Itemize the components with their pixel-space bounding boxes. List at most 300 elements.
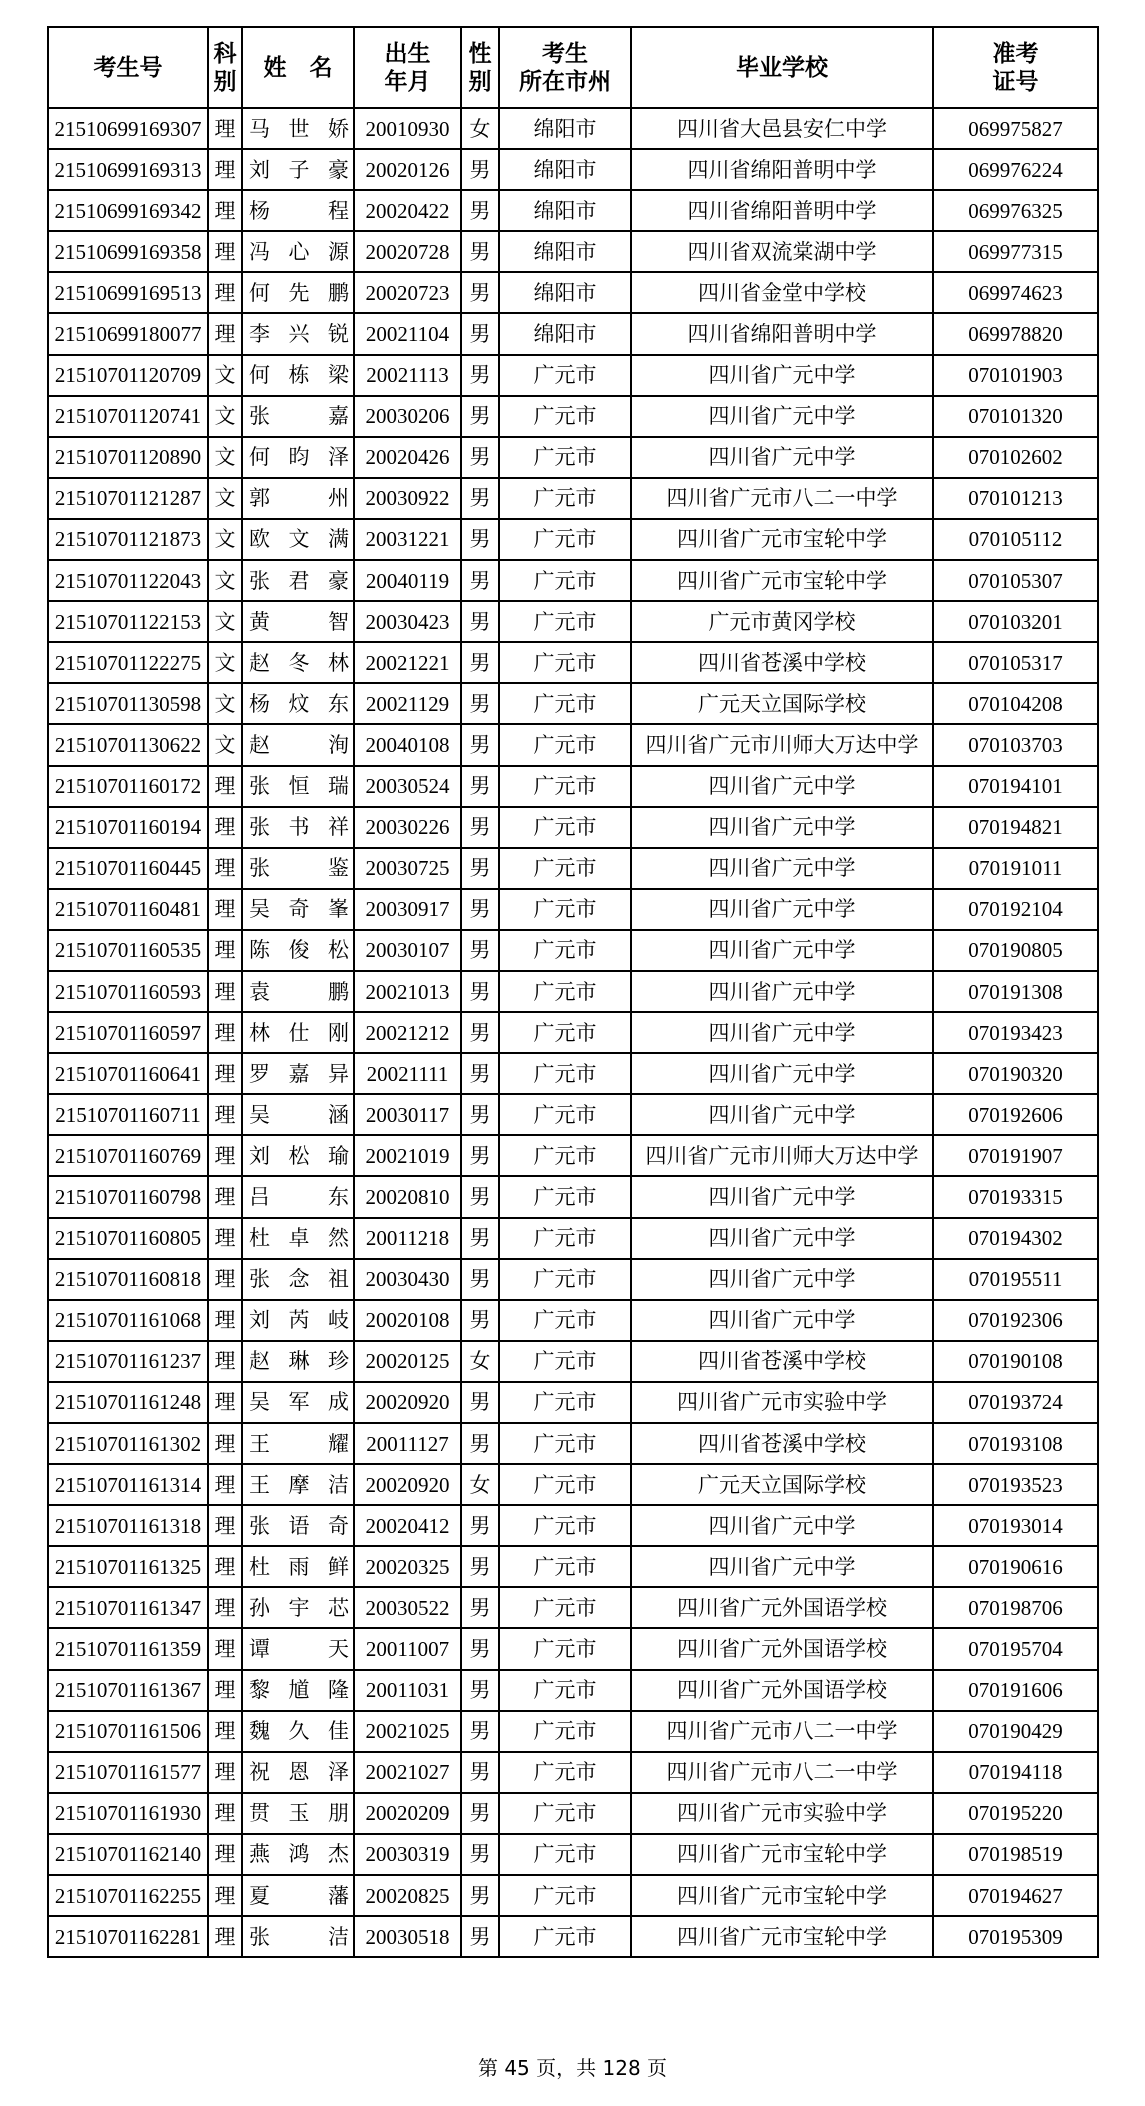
school-cell: 四川省苍溪中学校: [631, 1341, 933, 1382]
ticket-number-cell: 070198706: [933, 1587, 1098, 1628]
header-city: 考生 所在市州: [499, 27, 631, 108]
gender-cell: 男: [461, 1012, 499, 1053]
exam-id-cell: 21510701160805: [48, 1218, 208, 1259]
ticket-number-cell: 070195511: [933, 1259, 1098, 1300]
gender-cell: 男: [461, 1670, 499, 1711]
subject-cell: 理: [208, 1505, 242, 1546]
gender-cell: 男: [461, 149, 499, 190]
table-row: [48, 1176, 1098, 1217]
ticket-number-cell: 070190805: [933, 930, 1098, 971]
ticket-number-cell: 070191308: [933, 971, 1098, 1012]
name-cell: [242, 1094, 354, 1135]
exam-id-cell: 21510701120709: [48, 355, 208, 396]
school-cell: 四川省广元中学: [631, 437, 933, 478]
name-cell: [242, 601, 354, 642]
school-cell: 四川省双流棠湖中学: [631, 231, 933, 272]
subject-cell: 理: [208, 1464, 242, 1505]
table-row: [48, 231, 1098, 272]
exam-id-cell: 21510701161367: [48, 1670, 208, 1711]
table-row: [48, 1382, 1098, 1423]
ticket-number-cell: 070191606: [933, 1670, 1098, 1711]
name-text: 谭 天: [249, 1637, 349, 1662]
city-cell: 广元市: [499, 683, 631, 724]
name-text: 郭 州: [249, 486, 349, 511]
school-cell: 广元市黄冈学校: [631, 601, 933, 642]
gender-cell: 男: [461, 889, 499, 930]
table-row: [48, 478, 1098, 519]
city-cell: 广元市: [499, 930, 631, 971]
table-row: [48, 1793, 1098, 1834]
header-school: 毕业学校: [631, 27, 933, 108]
exam-id-cell: 21510701161347: [48, 1587, 208, 1628]
name-cell: [242, 108, 354, 149]
exam-id-cell: 21510701160481: [48, 889, 208, 930]
ticket-number-cell: 070192606: [933, 1094, 1098, 1135]
city-cell: 广元市: [499, 601, 631, 642]
name-cell: [242, 642, 354, 683]
school-cell: 四川省广元中学: [631, 848, 933, 889]
city-cell: 广元市: [499, 766, 631, 807]
gender-cell: 男: [461, 1834, 499, 1875]
birth-date-cell: 20030423: [354, 601, 461, 642]
school-cell: 四川省广元中学: [631, 971, 933, 1012]
gender-cell: 男: [461, 1546, 499, 1587]
header-ticket-number: 准考 证号: [933, 27, 1098, 108]
subject-cell: 理: [208, 1382, 242, 1423]
table-row: [48, 683, 1098, 724]
birth-date-cell: 20021027: [354, 1752, 461, 1793]
gender-cell: 男: [461, 724, 499, 765]
name-text: 张 君 豪: [249, 568, 349, 593]
name-cell: [242, 1423, 354, 1464]
school-cell: 四川省广元市实验中学: [631, 1382, 933, 1423]
ticket-number-cell: 070195220: [933, 1793, 1098, 1834]
city-cell: 广元市: [499, 1341, 631, 1382]
school-cell: 四川省广元市宝轮中学: [631, 560, 933, 601]
birth-date-cell: 20021113: [354, 355, 461, 396]
table-row: [48, 1628, 1098, 1669]
table-row: [48, 313, 1098, 354]
subject-cell: 文: [208, 355, 242, 396]
birth-date-cell: 20011007: [354, 1628, 461, 1669]
gender-cell: 男: [461, 642, 499, 683]
subject-cell: 理: [208, 807, 242, 848]
name-text: 张 恒 瑞: [249, 774, 349, 799]
name-cell: [242, 272, 354, 313]
name-cell: [242, 1628, 354, 1669]
ticket-number-cell: 070193014: [933, 1505, 1098, 1546]
subject-cell: 理: [208, 108, 242, 149]
name-cell: [242, 1875, 354, 1916]
ticket-number-cell: 070191011: [933, 848, 1098, 889]
table-row: [48, 1300, 1098, 1341]
birth-date-cell: 20021221: [354, 642, 461, 683]
ticket-number-cell: 070193523: [933, 1464, 1098, 1505]
birth-date-cell: 20030522: [354, 1587, 461, 1628]
name-cell: [242, 1670, 354, 1711]
ticket-number-cell: 070191907: [933, 1135, 1098, 1176]
birth-date-cell: 20030725: [354, 848, 461, 889]
name-cell: [242, 1259, 354, 1300]
name-text: 赵 冬 林: [249, 650, 349, 675]
school-cell: 四川省绵阳普明中学: [631, 313, 933, 354]
city-cell: 广元市: [499, 1053, 631, 1094]
exam-id-cell: 21510701160641: [48, 1053, 208, 1094]
city-cell: 广元市: [499, 1505, 631, 1546]
city-cell: 广元市: [499, 1423, 631, 1464]
table-row: [48, 108, 1098, 149]
city-cell: 广元市: [499, 1793, 631, 1834]
exam-id-cell: 21510699180077: [48, 313, 208, 354]
name-text: 吴 军 成: [249, 1390, 349, 1415]
city-cell: 广元市: [499, 1752, 631, 1793]
city-cell: 广元市: [499, 437, 631, 478]
city-cell: 广元市: [499, 560, 631, 601]
exam-id-cell: 21510701160798: [48, 1176, 208, 1217]
ticket-number-cell: 070190429: [933, 1711, 1098, 1752]
school-cell: 四川省广元中学: [631, 1300, 933, 1341]
header-gender: 性 别: [461, 27, 499, 108]
ticket-number-cell: 070105112: [933, 519, 1098, 560]
birth-date-cell: 20020325: [354, 1546, 461, 1587]
school-cell: 四川省广元中学: [631, 889, 933, 930]
subject-cell: 理: [208, 971, 242, 1012]
city-cell: 广元市: [499, 848, 631, 889]
gender-cell: 男: [461, 1711, 499, 1752]
subject-cell: 文: [208, 437, 242, 478]
ticket-number-cell: 069976224: [933, 149, 1098, 190]
birth-date-cell: 20021104: [354, 313, 461, 354]
table-row: [48, 396, 1098, 437]
gender-cell: 男: [461, 1875, 499, 1916]
table-row: [48, 889, 1098, 930]
subject-cell: 理: [208, 1300, 242, 1341]
name-cell: [242, 396, 354, 437]
name-cell: [242, 1505, 354, 1546]
name-cell: [242, 519, 354, 560]
gender-cell: 男: [461, 396, 499, 437]
gender-cell: 男: [461, 1587, 499, 1628]
city-cell: 广元市: [499, 889, 631, 930]
gender-cell: 男: [461, 1053, 499, 1094]
gender-cell: 男: [461, 848, 499, 889]
name-cell: [242, 1053, 354, 1094]
name-text: 黄 智: [249, 609, 349, 634]
table-row: [48, 1670, 1098, 1711]
ticket-number-cell: 070190108: [933, 1341, 1098, 1382]
school-cell: 四川省广元市八二一中学: [631, 478, 933, 519]
subject-cell: 理: [208, 1587, 242, 1628]
name-cell: [242, 1546, 354, 1587]
name-cell: [242, 1382, 354, 1423]
birth-date-cell: 20030524: [354, 766, 461, 807]
school-cell: 四川省广元中学: [631, 396, 933, 437]
school-cell: 四川省广元中学: [631, 1546, 933, 1587]
ticket-number-cell: 070193724: [933, 1382, 1098, 1423]
table-row: [48, 1875, 1098, 1916]
gender-cell: 男: [461, 1505, 499, 1546]
gender-cell: 男: [461, 766, 499, 807]
name-cell: [242, 1587, 354, 1628]
birth-date-cell: 20011031: [354, 1670, 461, 1711]
name-cell: [242, 231, 354, 272]
school-cell: 四川省绵阳普明中学: [631, 190, 933, 231]
gender-cell: 男: [461, 272, 499, 313]
name-cell: [242, 313, 354, 354]
name-text: 何 栋 梁: [249, 363, 349, 388]
table-row: [48, 848, 1098, 889]
city-cell: 广元市: [499, 519, 631, 560]
city-cell: 广元市: [499, 1670, 631, 1711]
birth-date-cell: 20020810: [354, 1176, 461, 1217]
table-row: [48, 766, 1098, 807]
city-cell: 广元市: [499, 396, 631, 437]
exam-id-cell: 21510701120890: [48, 437, 208, 478]
subject-cell: 文: [208, 519, 242, 560]
exam-id-cell: 21510701161302: [48, 1423, 208, 1464]
table-row: [48, 519, 1098, 560]
city-cell: 广元市: [499, 1382, 631, 1423]
exam-id-cell: 21510701161068: [48, 1300, 208, 1341]
exam-id-cell: 21510701122153: [48, 601, 208, 642]
ticket-number-cell: 070103703: [933, 724, 1098, 765]
table-row: [48, 1711, 1098, 1752]
subject-cell: 理: [208, 272, 242, 313]
subject-cell: 理: [208, 1670, 242, 1711]
gender-cell: 男: [461, 1752, 499, 1793]
school-cell: 四川省广元市宝轮中学: [631, 1875, 933, 1916]
birth-date-cell: 20030117: [354, 1094, 461, 1135]
ticket-number-cell: 070190616: [933, 1546, 1098, 1587]
city-cell: 广元市: [499, 1711, 631, 1752]
table-row: [48, 642, 1098, 683]
school-cell: 四川省广元中学: [631, 1012, 933, 1053]
name-text: 王 摩 洁: [249, 1472, 349, 1497]
exam-id-cell: 21510699169358: [48, 231, 208, 272]
exam-id-cell: 21510701160194: [48, 807, 208, 848]
birth-date-cell: 20021013: [354, 971, 461, 1012]
name-cell: [242, 1834, 354, 1875]
table-row: [48, 971, 1098, 1012]
ticket-number-cell: 070195704: [933, 1628, 1098, 1669]
subject-cell: 理: [208, 190, 242, 231]
school-cell: 广元天立国际学校: [631, 1464, 933, 1505]
school-cell: 四川省广元中学: [631, 807, 933, 848]
subject-cell: 理: [208, 231, 242, 272]
name-text: 陈 俊 松: [249, 938, 349, 963]
name-text: 夏 藩: [249, 1883, 349, 1908]
header-birth-date: 出生 年月: [354, 27, 461, 108]
subject-cell: 文: [208, 396, 242, 437]
exam-id-cell: 21510701130622: [48, 724, 208, 765]
school-cell: 四川省大邑县安仁中学: [631, 108, 933, 149]
subject-cell: 理: [208, 1259, 242, 1300]
gender-cell: 男: [461, 1259, 499, 1300]
birth-date-cell: 20020723: [354, 272, 461, 313]
table-row: [48, 1341, 1098, 1382]
birth-date-cell: 20020920: [354, 1382, 461, 1423]
name-text: 刘 子 豪: [249, 157, 349, 182]
table-row: [48, 560, 1098, 601]
exam-id-cell: 21510701121873: [48, 519, 208, 560]
ticket-number-cell: 070101903: [933, 355, 1098, 396]
admission-list-table: [47, 26, 1099, 1958]
exam-id-cell: 21510701130598: [48, 683, 208, 724]
name-cell: [242, 971, 354, 1012]
exam-id-cell: 21510701161318: [48, 1505, 208, 1546]
subject-cell: 理: [208, 1793, 242, 1834]
exam-id-cell: 21510701122043: [48, 560, 208, 601]
exam-id-cell: 21510701122275: [48, 642, 208, 683]
gender-cell: 男: [461, 971, 499, 1012]
admission-list-sheet: [47, 26, 1097, 1958]
page-footer: 第 45 页，共 128 页: [477, 2056, 668, 2080]
school-cell: 四川省广元市川师大万达中学: [631, 1135, 933, 1176]
city-cell: 绵阳市: [499, 190, 631, 231]
gender-cell: 男: [461, 1218, 499, 1259]
birth-date-cell: 20030922: [354, 478, 461, 519]
gender-cell: 男: [461, 355, 499, 396]
table-row: [48, 190, 1098, 231]
subject-cell: 文: [208, 724, 242, 765]
name-text: 赵 洵: [249, 732, 349, 757]
name-cell: [242, 478, 354, 519]
table-row: [48, 1259, 1098, 1300]
subject-cell: 理: [208, 1834, 242, 1875]
birth-date-cell: 20030107: [354, 930, 461, 971]
name-cell: [242, 1300, 354, 1341]
name-cell: [242, 1464, 354, 1505]
name-text: 张 鉴: [249, 856, 349, 881]
school-cell: 四川省苍溪中学校: [631, 1423, 933, 1464]
subject-cell: 文: [208, 683, 242, 724]
ticket-number-cell: 070194101: [933, 766, 1098, 807]
ticket-number-cell: 070192306: [933, 1300, 1098, 1341]
name-cell: [242, 1752, 354, 1793]
name-text: 杨 炆 东: [249, 691, 349, 716]
exam-id-cell: 21510701161237: [48, 1341, 208, 1382]
name-text: 祝 恩 泽: [249, 1760, 349, 1785]
exam-id-cell: 21510701160445: [48, 848, 208, 889]
school-cell: 四川省广元中学: [631, 1505, 933, 1546]
gender-cell: 男: [461, 519, 499, 560]
ticket-number-cell: 070190320: [933, 1053, 1098, 1094]
table-row: [48, 1135, 1098, 1176]
subject-cell: 理: [208, 313, 242, 354]
table-row: [48, 724, 1098, 765]
name-cell: [242, 1012, 354, 1053]
city-cell: 绵阳市: [499, 149, 631, 190]
ticket-number-cell: 070193423: [933, 1012, 1098, 1053]
exam-id-cell: 21510701161314: [48, 1464, 208, 1505]
subject-cell: 理: [208, 149, 242, 190]
name-text: 黎 馗 隆: [249, 1678, 349, 1703]
city-cell: 广元市: [499, 478, 631, 519]
name-text: 张 嘉: [249, 404, 349, 429]
exam-id-cell: 21510701161577: [48, 1752, 208, 1793]
school-cell: 四川省广元中学: [631, 1259, 933, 1300]
gender-cell: 女: [461, 1464, 499, 1505]
subject-cell: 理: [208, 848, 242, 889]
subject-cell: 理: [208, 1176, 242, 1217]
subject-cell: 文: [208, 601, 242, 642]
header-name: 姓 名: [242, 27, 354, 108]
birth-date-cell: 20020825: [354, 1875, 461, 1916]
gender-cell: 男: [461, 1793, 499, 1834]
birth-date-cell: 20030430: [354, 1259, 461, 1300]
ticket-number-cell: 070194118: [933, 1752, 1098, 1793]
subject-cell: 理: [208, 930, 242, 971]
birth-date-cell: 20020125: [354, 1341, 461, 1382]
name-text: 袁 鹏: [249, 979, 349, 1004]
birth-date-cell: 20010930: [354, 108, 461, 149]
name-cell: [242, 683, 354, 724]
birth-date-cell: 20021212: [354, 1012, 461, 1053]
name-cell: [242, 190, 354, 231]
city-cell: 广元市: [499, 1546, 631, 1587]
school-cell: 四川省广元市川师大万达中学: [631, 724, 933, 765]
name-text: 魏 久 佳: [249, 1719, 349, 1744]
birth-date-cell: 20030319: [354, 1834, 461, 1875]
city-cell: 广元市: [499, 1628, 631, 1669]
school-cell: 四川省广元中学: [631, 766, 933, 807]
table-row: [48, 272, 1098, 313]
ticket-number-cell: 070193315: [933, 1176, 1098, 1217]
name-cell: [242, 807, 354, 848]
city-cell: 绵阳市: [499, 231, 631, 272]
ticket-number-cell: 070101320: [933, 396, 1098, 437]
school-cell: 四川省广元市宝轮中学: [631, 1834, 933, 1875]
exam-id-cell: 21510701161248: [48, 1382, 208, 1423]
name-text: 赵 琳 珍: [249, 1349, 349, 1374]
school-cell: 四川省广元中学: [631, 930, 933, 971]
name-text: 吕 东: [249, 1184, 349, 1209]
name-text: 张 洁: [249, 1924, 349, 1949]
birth-date-cell: 20020108: [354, 1300, 461, 1341]
subject-cell: 理: [208, 889, 242, 930]
exam-id-cell: 21510699169513: [48, 272, 208, 313]
city-cell: 广元市: [499, 1587, 631, 1628]
exam-id-cell: 21510699169307: [48, 108, 208, 149]
table-row: [48, 1423, 1098, 1464]
name-text: 林 仕 刚: [249, 1020, 349, 1045]
ticket-number-cell: 070105307: [933, 560, 1098, 601]
ticket-number-cell: 069977315: [933, 231, 1098, 272]
name-text: 杜 雨 鲜: [249, 1554, 349, 1579]
table-row: [48, 601, 1098, 642]
ticket-number-cell: 070194627: [933, 1875, 1098, 1916]
name-text: 刘 松 瑜: [249, 1143, 349, 1168]
ticket-number-cell: 070101213: [933, 478, 1098, 519]
name-text: 吴 涵: [249, 1102, 349, 1127]
ticket-number-cell: 070198519: [933, 1834, 1098, 1875]
name-text: 贯 玉 朋: [249, 1801, 349, 1826]
table-row: [48, 1464, 1098, 1505]
exam-id-cell: 21510701120741: [48, 396, 208, 437]
exam-id-cell: 21510701161930: [48, 1793, 208, 1834]
city-cell: 广元市: [499, 642, 631, 683]
ticket-number-cell: 070195309: [933, 1916, 1098, 1957]
name-text: 张 语 奇: [249, 1513, 349, 1538]
exam-id-cell: 21510701161506: [48, 1711, 208, 1752]
gender-cell: 女: [461, 108, 499, 149]
name-cell: [242, 437, 354, 478]
header-row: [48, 27, 1098, 108]
name-text: 欧 文 满: [249, 527, 349, 552]
header-subject: 科 别: [208, 27, 242, 108]
birth-date-cell: 20030226: [354, 807, 461, 848]
table-row: [48, 1094, 1098, 1135]
